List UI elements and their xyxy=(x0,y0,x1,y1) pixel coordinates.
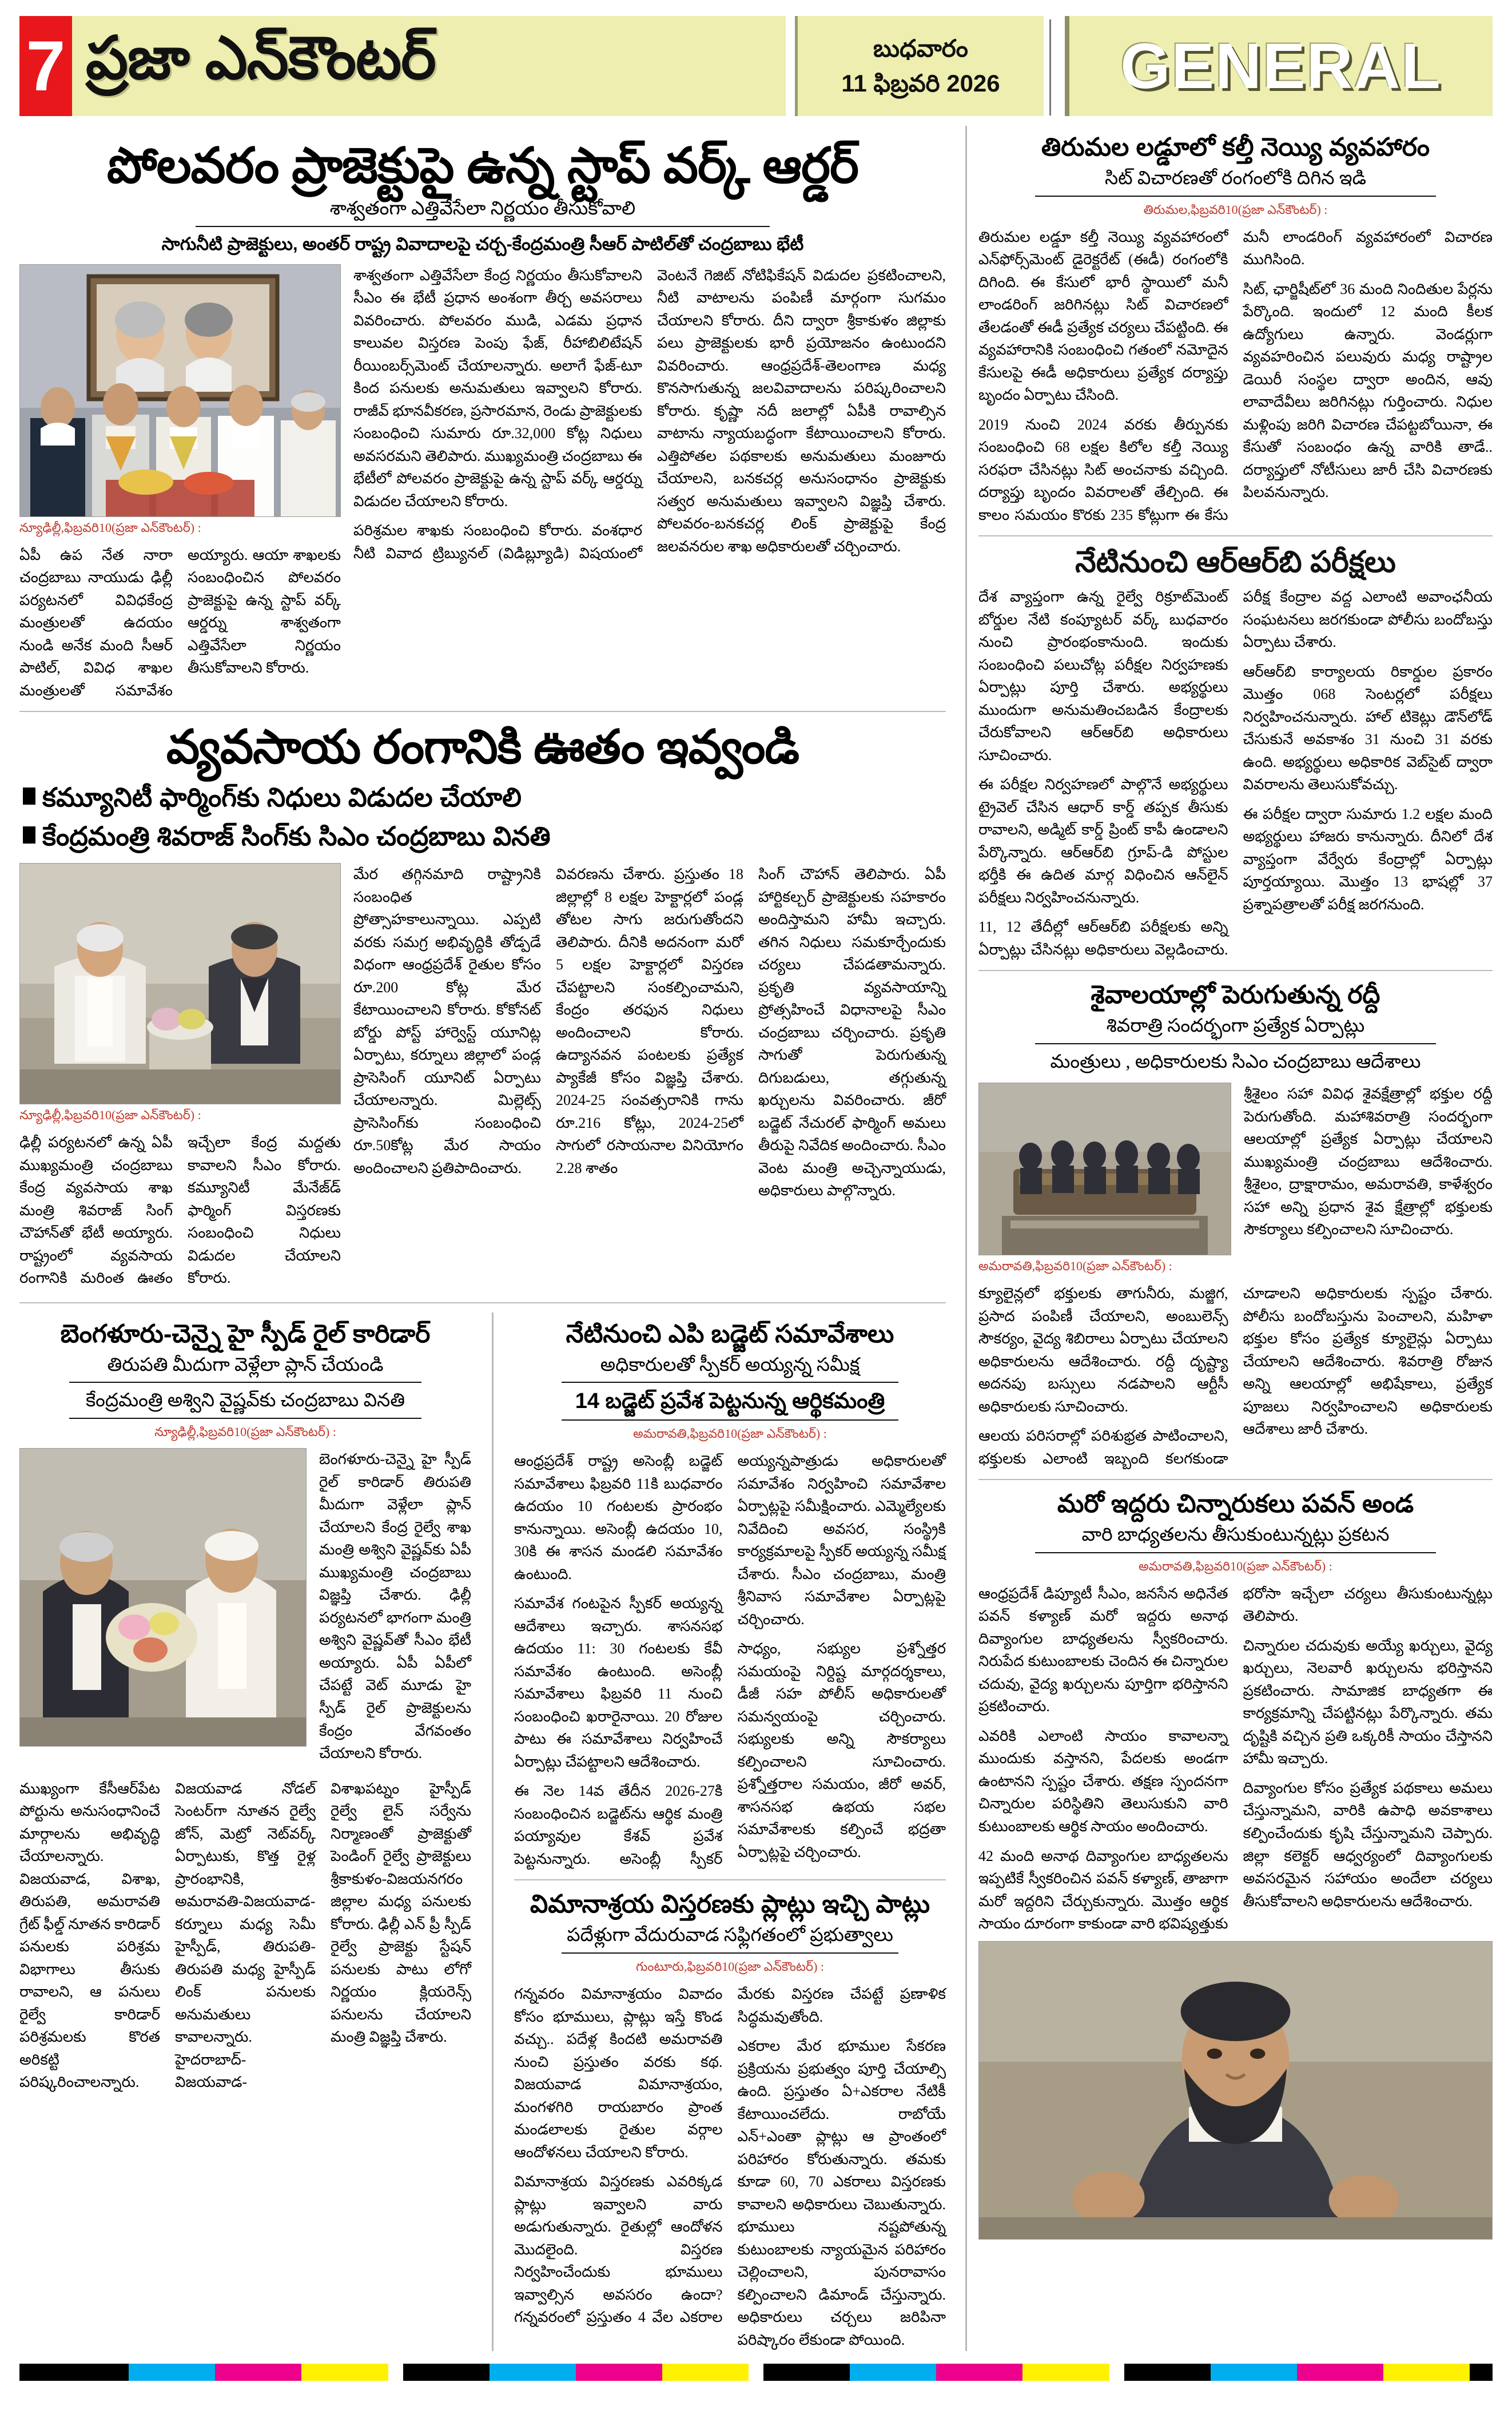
agriculture-body-under-photo xyxy=(19,1131,341,1293)
rrb-paragraph-3: 11, 12 తేదీల్లో ఆర్‌ఆర్‌బి పరీక్షలకు అన్ని ఏర్పాట్లు చేసినట్లు అధికారులు వెల్లడించారు. పరీక్ష కేంద్రాల వద్ద ఎలాంటి అవాంఛనీయ సంఘటనలు జరగకుండా పోలీసు బందోబస్తు ఏర్పాటు చేశారు. xyxy=(978,588,1493,958)
rail-deck-2: కేంద్రమంత్రి అశ్విని వైష్ణవ్‌కు చంద్రబాబు వినతి xyxy=(85,1390,405,1411)
rail-body-block xyxy=(319,1448,471,1771)
registration-color-bar xyxy=(19,2364,1493,2381)
bottom-left-divider xyxy=(492,1313,494,2352)
rail-photo-illustration xyxy=(20,1449,306,1746)
temple-body-block xyxy=(1244,1083,1493,1282)
budget-credit: అమరావతి,ఫిబ్రవరి10(ప్రజా ఎన్‌కౌంటర్) : xyxy=(633,1426,827,1441)
masthead-divider xyxy=(1049,19,1059,116)
color-swatch-cyan xyxy=(850,2364,936,2381)
rrb-paragraph-4: ఆర్‌ఆర్‌బి కార్యాలయ రికార్డుల ప్రకారం మొత్తం 068 సెంటర్లలో పరీక్షలు నిర్వహించనున్నారు. హాల్ టికెట్లు డౌన్‌లోడ్ చేసుకునే అవకాశం 31 నుంచి 31 వరకు ఉంది. అభ్యర్థులు అధికారిక వెబ్‌సైట్ ద్వారా వివరాలను తెలుసుకోవచ్చు. xyxy=(1243,663,1493,793)
temple-credit: అమరావతి,ఫిబ్రవరి10(ప్రజా ఎన్‌కౌంటర్) : xyxy=(978,1259,1172,1274)
main-vertical-divider xyxy=(965,126,967,2351)
lead-photo-block xyxy=(19,264,341,702)
color-swatch-black xyxy=(1124,2364,1211,2381)
agriculture-story xyxy=(19,721,946,1293)
color-bar-register-left xyxy=(19,2364,42,2381)
temple-deck-2: మంత్రులు , అధికారులకు సిఎం చంద్రబాబు ఆదేశాలు xyxy=(1050,1052,1421,1073)
rail-story xyxy=(19,1313,471,2352)
divider-after-agriculture xyxy=(19,1302,946,1303)
color-bar-segment-1 xyxy=(42,2364,388,2381)
color-swatch-magenta xyxy=(1297,2364,1383,2381)
divider-after-lead xyxy=(19,711,946,712)
pawan-photo xyxy=(978,1941,1493,2240)
color-swatch-yellow xyxy=(1022,2364,1109,2381)
rail-deck-rule-2 xyxy=(69,1418,421,1419)
lead-body-columns xyxy=(353,264,946,565)
lead-deck: శాశ్వతంగా ఎత్తివేసేలా నిర్ణయం తీసుకోవాలి xyxy=(329,198,636,220)
airport-deck: పదేళ్లుగా వేదురువాడ సఫ్లిగతంలో ప్రభుత్వాలు xyxy=(567,1925,893,1946)
color-swatch-black xyxy=(42,2364,129,2381)
left-region xyxy=(19,126,957,2351)
pawan-paragraph-5: దివ్యాంగుల కోసం ప్రత్యేక పథకాలు అమలు చేస్తున్నామని, వారికి ఉపాధి అవకాశాలు కల్పించేందుకు కృషి చేస్తున్నామని చెప్పారు. జిల్లా కలెక్టర్ ఆధ్వర్యంలో దివ్యాంగులకు అవసరమైన సహాయం అందేలా చర్యలు తీసుకోవాలని అధికారులను ఆదేశించారు. xyxy=(1243,1779,1493,1910)
airport-body-columns xyxy=(514,1983,946,2351)
pawan-headline: మరో ఇద్దరు చిన్నారుకలు పవన్ అండ xyxy=(1057,1490,1414,1518)
pawan-photo-illustration xyxy=(979,1942,1492,2239)
ghee-paragraph-1: తిరుమల లడ్డూ కల్తీ నెయ్యి వ్యవహారంలో ఎన్‌ఫోర్స్‌మెంట్ డైరెక్టరేట్ (ఈడీ) రంగంలోకి దిగింది. ఈ కేసులో భారీ స్థాయిలో మనీ లాండరింగ్ జరిగినట్లు సిట్ విచారణలో తేలడంతో ఈడీ ప్రత్యేక చర్యలు చేపట్టింది. ఈ వ్యవహారానికి సంబంధించి గతంలో నమోదైన కేసులపై ఈడీ అధికారులు ప్రత్యేక దర్యాప్తు బృందం ఏర్పాటు చేసింది. xyxy=(978,228,1228,404)
agriculture-photo-block xyxy=(19,863,341,1293)
bullet-square-icon xyxy=(23,826,35,844)
color-swatch-magenta xyxy=(576,2364,662,2381)
agriculture-body-columns xyxy=(353,863,946,1202)
masthead-gap-1 xyxy=(786,16,795,119)
rrb-paragraph-1: దేశ వ్యాప్తంగా ఉన్న రైల్వే రిక్రూట్‌మెంట్ బోర్డుల నేటి కంప్యూటర్ వర్క్ బుధవారం నుంచి ప్రారంభంకానుంది. ఇందుకు సంబంధించి పలుచోట్ల పరీక్షల నిర్వహణకు ఏర్పాట్లు పూర్తి చేశారు. అభ్యర్థులు ముందుగా అనుమతించబడిన కేంద్రాలకు చేరుకోవాలని ఆర్‌ఆర్‌బి అధికారులు సూచించారు. xyxy=(978,588,1228,763)
ghee-credit: తిరుమల,ఫిబ్రవరి10(ప్రజా ఎన్‌కౌంటర్) : xyxy=(1143,202,1328,217)
agriculture-bullet-1 xyxy=(23,780,946,815)
page-number: 7 xyxy=(19,16,72,116)
color-bar-gap-2 xyxy=(749,2364,763,2381)
temple-paragraph-2: క్యూలైన్లలో భక్తులకు తాగునీరు, మజ్జిగ, ప్రసాద పంపిణీ చేయాలని, అంబులెన్స్ సౌకర్యం, వైద్య శిబిరాలు ఏర్పాటు చేయాలని అధికారులను ఆదేశించారు. రద్దీ దృష్ట్యా అదనపు బస్సులు నడపాలని ఆర్టీసీ అధికారులకు సూచించారు. xyxy=(978,1285,1228,1415)
rail-credit: న్యూఢిల్లీ,ఫిబ్రవరి10(ప్రజా ఎన్‌కౌంటర్) : xyxy=(154,1425,336,1439)
rrb-paragraph-2: ఈ పరీక్షల నిర్వహణలో పాల్గొనే అభ్యర్థులు ట్రైవెల్ చేసిన ఆధార్ కార్డ్ తప్పక తీసుకు రావాలని, అడ్మిట్ కార్డ్ ప్రింట్ కాపీ ఉండాలని పేర్కొన్నారు. ఆర్‌ఆర్‌బి గ్రూప్-డి పోస్టుల భర్తీకి ఈ ఉదిత మార్గ విధించిన ఆన్‌లైన్ పరీక్షలు నిర్వహించనున్నారు. xyxy=(978,776,1228,906)
agriculture-bullet-1-text: కమ్యూనిటీ ఫార్మింగ్‌కు నిధులు విడుదల చేయాలి xyxy=(42,782,522,812)
temple-deck-1: శివరాత్రి సందర్భంగా ప్రత్యేక ఏర్పాట్లు xyxy=(1106,1016,1365,1037)
budget-paragraph-2: సమావేశ గంటపైన స్పీకర్ అయ్యన్న ఆదేశాలు ఇచ్చారు. శాసనసభ ఉదయం 11: 30 గంటలకు కేవీ సమావేశం ఉంటుంది. అసెంబ్లీ సమావేశాలు ఫిబ్రవరి 11 నుంచి సంబంధించి ఖరారైనాయి. 20 రోజుల పాటు ఈ సమావేశాలు నిర్వహించే ఏర్పాట్లు చేపట్టాలని ఆదేశించారు. xyxy=(514,1595,723,1770)
color-swatch-magenta xyxy=(215,2364,301,2381)
rail-photo xyxy=(19,1448,307,1747)
color-swatch-yellow xyxy=(301,2364,388,2381)
color-swatch-magenta xyxy=(936,2364,1022,2381)
airport-story xyxy=(514,1890,946,2351)
divider-after-budget xyxy=(514,1879,946,1880)
agriculture-photo-illustration xyxy=(20,864,340,1104)
lead-paragraph-3: పరిశ్రమల శాఖకు సంబంధించి కోరారు. వంశధార నీటి వివాద ట్రిబ్యునల్ (విడిబ్ల్యూడి) విషయంలో వెంటనే గెజిట్ నోటిఫికేషన్ విడుదల ప్రకటించాలని, నీటి వాటాలను పంపిణీ మార్గంగా సుగమం చేయాలని కోరారు. దీని ద్వారా శ్రీకాకుళం జిల్లాకు పలు ప్రాజెక్టులకు భారీ ప్రయోజనం ఉంటుందని వివరించారు. ఆంధ్రప్రదేశ్-తెలంగాణ మధ్య కొనసాగుతున్న జలవివాదాలను పరిష్కరించాలని కోరారు. కృష్ణా నదీ జలాల్లో ఏపీకి రావాల్సిన వాటాను న్యాయబద్ధంగా కేటాయించాలని కోరారు. ఎత్తిపోతల పథకాలకు అనుమతులు మంజూరు చేయాలని, బనకచర్ల అనుసంధానం ప్రాజెక్టుకు సత్వర అనుమతులు ఇవ్వాలని విజ్ఞప్తి చేశారు. పోలవరం-బనకచర్ల లింక్ ప్రాజెక్టుపై కేంద్ర జలవనరుల శాఖ అధికారులతో చర్చించారు. xyxy=(353,267,946,562)
ghee-paragraph-3: సిట్, ఛార్జిషీట్‌లో 36 మంది నిందితుల పేర్లను పేర్కొంది. ఇందులో 12 మంది కీలక ఉద్యోగులు ఉన్నారు. వెండర్లుగా వ్యవహరించిన పలువురు మధ్య రాష్ట్రాల డెయిరీ సంస్థల ద్వారా అందిన, ఆవు లావాదేవీలు జరిగినట్లు గుర్తించారు. నిధుల మళ్లింపు జరిగి విచారణ చేపట్టబోయినా, ఈ కేసుతో సంబంధం ఉన్న వారికి తాడే.. దర్యాప్తులో నోటీసులు జారీ చేసి విచారణకు పిలవనున్నారు. xyxy=(1243,280,1493,501)
rail-paragraph-2: ముఖ్యంగా కేసీఆర్‌పేట పోర్టును అనుసంధానించే మార్గాలను అభివృద్ధి చేయాలన్నారు. విజయవాడ, విశాఖ, తిరుపతి, అమరావతి గ్రేట్ ఫీల్డ్ నూతన కారిడార్ పనులకు పరిశ్రమ విభాగాలు తీసుకు రావాలని, ఆ పనులు రైల్వే కారిడార్ పరిశ్రమలకు కొరత అరికట్టి పరిష్కరించాలన్నారు. విజయవాడ నోడల్ సెంటర్‌గా నూతన రైల్వే జోన్, మెట్రో నెట్‌వర్క్ ఏర్పాటుకు, కొత్త రైళ్ల ప్రారంభానికి, అమరావతి-విజయవాడ-కర్నూలు మధ్య సెమీ హైస్పీడ్, తిరుపతి-తిరుపతి మధ్య హైస్పీడ్ లింక్ పనులకు అనుమతులు కావాలన్నారు. హైదరాబాద్-విజయవాడ-విశాఖపట్నం హైస్పీడ్ రైల్వే లైన్ సర్వేను నిర్మాణంతో ప్రాజెక్టుతో పెండింగ్ రైల్వే ప్రాజెక్టులు శ్రీకాకుళం-విజయనగరం జిల్లాల మధ్య పనులకు కోరారు. ఢిల్లీ ఎన్ ప్రీ స్పీడ్ రైల్వే ప్రాజెక్టు స్టేషన్ పనులకు పాటు లోగో నిర్ణయం క్లియరెన్స్ పనులను చేయాలని మంత్రి విజ్ఞప్తి చేశారు. xyxy=(19,1780,471,2091)
ghee-deck: సిట్ విచారణతో రంగంలోకి దిగిన ఇడి xyxy=(1104,168,1367,189)
right-region xyxy=(975,126,1493,2351)
pawan-story xyxy=(978,1489,1493,2239)
agriculture-paragraph-2: మేర తగ్గినమాది రాష్ట్రానికి సంబంధిత ప్రోత్సాహకాలున్నాయి. ఎప్పటి వరకు సమగ్ర అభివృద్ధికి తోడ్పడే విధంగా ఆంధ్రప్రదేశ్ రైతుల కోసం రూ.200 కోట్ల మేర కేటాయించాలని కోరారు. కోకోనట్ బోర్డు పోస్ట్ హార్వెస్ట్ యూనిట్ల ఏర్పాటు, కర్నూలు జిల్లాలో పండ్ల ప్రాసెసింగ్ యూనిట్ ఏర్పాటు చేయాలన్నారు. మిల్లెట్స్ ప్రాసెసింగ్‌కు సంబంధించి రూ.50కోట్ల మేర సాయం అందించాలని ప్రతిపాదించారు. xyxy=(353,866,541,1176)
rail-body-columns xyxy=(19,1777,471,2094)
budget-deck-rule-1 xyxy=(562,1382,898,1383)
rrb-paragraph-5: ఈ పరీక్షల ద్వారా సుమారు 1.2 లక్షల మంది అభ్యర్థులు హాజరు కానున్నారు. దీనిలో దేశ వ్యాప్తంగా వేర్వేరు కేంద్రాల్లో ఏర్పాట్లు పూర్తయ్యాయి. మొత్తం 13 భాషల్లో 37 ప్రశ్నాపత్రాలతో పరీక్ష జరగనుంది. xyxy=(1243,805,1493,913)
temple-photo-illustration xyxy=(979,1083,1231,1255)
rrb-headline: నేటినుంచి ఆర్‌ఆర్‌బి పరీక్షలు xyxy=(1075,546,1396,579)
temple-story xyxy=(978,980,1493,1470)
agriculture-body-block xyxy=(353,863,946,1293)
airport-deck-rule xyxy=(562,1952,898,1954)
airport-paragraph-1: గన్నవరం విమానాశ్రయం వివాదం కోసం భూములు, ప్లాట్లు ఇస్తే కొండ వచ్చు.. పదేళ్ల కిందటి అమరావతి నుంచి ప్రస్తుతం వరకు కథ. విజయవాడ విమానాశ్రయం, మంగళగిరి రాయబారం ప్రాంత మండలాలకు రైతుల వర్గాల ఆందోళనలు చేయాలని కోరారు. xyxy=(514,1985,723,2161)
color-swatch-yellow xyxy=(662,2364,749,2381)
masthead xyxy=(19,16,1493,119)
pawan-deck-rule xyxy=(1035,1552,1436,1553)
lead-photo xyxy=(19,264,341,517)
budget-deck-rule-2 xyxy=(562,1419,898,1421)
temple-deck-rule xyxy=(1035,1043,1436,1044)
lead-body-under-photo xyxy=(19,544,341,702)
airport-credit: గుంటూరు,ఫిబ్రవరి10(ప్రజా ఎన్‌కౌంటర్) : xyxy=(635,1959,825,1974)
rail-paragraph-1: బెంగళూరు-చెన్నై హై స్పీడ్ రైల్ కారిడార్ తిరుపతి మీదుగా వెళ్లేలా ప్లాన్ చేయాలని కేంద్ర రైల్వే శాఖ మంత్రి అశ్విని వైష్ణవ్‌కు ఏపీ ముఖ్యమంత్రి చంద్రబాబు విజ్ఞప్తి చేశారు. ఢిల్లీ పర్యటనలో భాగంగా మంత్రి అశ్విని వైష్ణవ్‌తో సీఎం భేటీ అయ్యారు. ఏపీ ఏపీలో చేపట్టే వెట్ మూడు హై స్పీడ్ రైల్ ప్రాజెక్టులను కేంద్రం వేగవంతం చేయాలని కోరారు. xyxy=(319,1451,471,1762)
agriculture-credit: న్యూఢిల్లీ,ఫిబ్రవరి10(ప్రజా ఎన్‌కౌంటర్) : xyxy=(19,1108,201,1123)
divider-after-rrb xyxy=(978,970,1493,971)
color-swatch-cyan xyxy=(490,2364,576,2381)
budget-body-columns xyxy=(514,1450,946,1870)
agriculture-bullet-2 xyxy=(23,818,946,854)
color-swatch-black xyxy=(763,2364,850,2381)
color-swatch-cyan xyxy=(129,2364,215,2381)
color-bar-gap-1 xyxy=(388,2364,403,2381)
lead-photo-illustration xyxy=(20,265,340,516)
rrb-body-columns xyxy=(978,586,1493,961)
temple-photo xyxy=(978,1083,1231,1255)
lead-subdeck: సాగునీటి ప్రాజెక్టులు, అంతర్ రాష్ట్ర వివాదాలపై చర్చ-కేంద్రమంత్రి సీఆర్ పాటిల్‌తో చంద్రబాబు భేటీ xyxy=(161,234,804,254)
temple-body-column xyxy=(1244,1083,1493,1248)
color-swatch-black xyxy=(403,2364,490,2381)
lead-paragraph-2: శాశ్వతంగా ఎత్తివేసేలా కేంద్ర నిర్ణయం తీసుకోవాలని సీఎం ఈ భేటీ ప్రధాన అంశంగా తీర్చ అవసరాలు వివరించారు. పోలవరం ముడి, ఎడమ ప్రధాన కాలువల విస్తరణ పెంపు ఫేజ్, రీహాబిలిటేషన్ రీయింబర్స్‌మెంట్ చేయాలన్నారు. అలాగే ఫేజ్-టూ కింద పనులకు అనుమతులు ఇవ్వాలని కోరారు. రాజీవ్ భూనవీకరణ, ప్రసారమాన, రెండు ప్రాజెక్టులకు సంబంధించి సుమారు రూ.32,000 కోట్ల నిధులు అవసరమని తెలిపారు. ముఖ్యమంత్రి చంద్రబాబు ఈ భేటీలో పోలవరం ప్రాజెక్టుపై ఉన్న స్టాప్ వర్క్ ఆర్డర్ను విడుదల చేయాలని కోరారు. xyxy=(353,267,642,510)
lead-story xyxy=(19,138,946,702)
budget-airport-region xyxy=(514,1313,946,2352)
color-swatch-cyan xyxy=(1211,2364,1297,2381)
lead-credit: న్యూఢిల్లీ,ఫిబ్రవరి10(ప్రజా ఎన్‌కౌంటర్) : xyxy=(19,520,201,535)
color-bar-segment-3 xyxy=(763,2364,1109,2381)
masthead-date-block xyxy=(795,16,1044,116)
rail-photo-block xyxy=(19,1448,307,1771)
temple-photo-block xyxy=(978,1083,1231,1282)
agriculture-paragraph-3: వివరణను చేశారు. ప్రస్తుతం 18 జిల్లాల్లో 8 లక్షల హెక్టార్లలో పండ్ల తోటల సాగు జరుగుతోందని తెలిపారు. దీనికి అదనంగా మరో 5 లక్షల హెక్టార్లలో విస్తరణ చేపట్టాలని సంకల్పించామని, కేంద్రం తరఫున నిధులు అందించాలని కోరారు. ఉద్యానవన పంటలకు ప్రత్యేక ప్యాకేజీ కోసం విజ్ఞప్తి చేశారు. 2024-25 సంవత్సరానికి గాను రూ.216 కోట్లు, 2024-25లో సాగులో రసాయనాల వినియోగం 2.28 శాతం xyxy=(556,866,743,1176)
color-swatch-yellow xyxy=(1383,2364,1470,2381)
pawan-body-columns xyxy=(978,1582,1493,1935)
airport-paragraph-3: ఎకరాల మేర భూముల సేకరణ ప్రక్రియను ప్రభుత్వం పూర్తి చేయాల్సి ఉంది. ప్రస్తుతం ఏ+ఎకరాల నేటికీ కేటాయించలేదు. రాబోయే ఎన్+ఎంతా ప్లాట్లు ఆ ప్రాంతంలో పరిహారం కోరుతున్నారు. తమకు కూడా 60, 70 ఎకరాలు విస్తరణకు కావాలని అధికారులు చెబుతున్నారు. భూములు నష్టపోతున్న కుటుంబాలకు న్యాయమైన పరిహారం చెల్లించాలని, పునరావాసం కల్పించాలని డిమాండ్ చేస్తున్నారు. అధికారులు చర్చలు జరిపినా పరిష్కారం లేకుండా పోయింది. xyxy=(737,2038,946,2348)
temple-headline: శైవాలయాల్లో పెరుగుతున్న రద్దీ xyxy=(1091,981,1380,1009)
budget-paragraph-4: సాధ్యం, సభ్యుల ప్రశ్నోత్తర సమయంపై నిర్దిష్ట మార్గదర్శకాలు, డీజీ సహ పోలీస్ అధికారులతో సమన్వయంపై చర్చించారు. సభ్యులకు అన్ని సౌకర్యాలు కల్పించాలని సూచించారు. ప్రశ్నోత్తరాల సమయం, జీరో అవర్, శాసనసభ ఉభయ సభల సమావేశాలకు కల్పించే భద్రతా ఏర్పాట్లపై చర్చించారు. xyxy=(737,1640,946,1860)
budget-deck-1: అధికారులతో స్పీకర్ అయ్యన్న సమీక్ష xyxy=(600,1354,860,1375)
agriculture-bullets xyxy=(23,780,946,854)
pawan-paragraph-4: చిన్నారుల చదువుకు అయ్యే ఖర్చులు, వైద్య ఖర్చులు, నెలవారీ ఖర్చులను భరిస్తానని ప్రకటించారు. సామాజిక బాధ్యతగా ఈ కార్యక్రమాన్ని చేపట్టినట్లు పేర్కొన్నారు. తమ దృష్టికి వచ్చిన ప్రతి ఒక్కరికీ సాయం చేస్తానని హామీ ఇచ్చారు. xyxy=(1243,1637,1493,1767)
rrb-story xyxy=(978,546,1493,961)
airport-paragraph-2: విమానాశ్రయ విస్తరణకు ఎవరిక్కడ ప్లాట్లు ఇవ్వాలని వారు అడుగుతున్నారు. రైతుల్లో ఆందోళన మొదలైంది. విస్తరణ నిర్వహించేందుకు భూములు ఇవ్వాల్సిన అవసరం ఉందా? గన్నవరంలో ప్రస్తుతం 4 వేల ఎకరాల మేరకు విస్తరణ చేపట్టే ప్రణాళిక సిద్ధమవుతోంది. xyxy=(514,1985,946,2326)
agriculture-paragraph-4: సింగ్ చౌహాన్ తెలిపారు. ఏపీ హార్టికల్చర్ ప్రాజెక్టులకు సహకారం అందిస్తామని హామీ ఇచ్చారు. తగిన నిధులు సమకూర్చేందుకు చర్యలు చేపడతామన్నారు. ప్రకృతి వ్యవసాయాన్ని ప్రోత్సహించే విధానాలపై సీఎం చంద్రబాబు చర్చించారు. ప్రకృతి సాగుతో పెరుగుతున్న దిగుబడులు, తగ్గుతున్న ఖర్చులను వివరించారు. జీరో బడ్జెట్ నేచురల్ ఫార్మింగ్ అమలు తీరుపై నివేదిక అందించారు. సీఎం వెంట మంత్రి అచ్చెన్నాయుడు, అధికారులు పాల్గొన్నారు. xyxy=(758,866,946,1199)
rail-content-row xyxy=(19,1448,471,1771)
color-bar-register-right xyxy=(1470,2364,1493,2381)
divider-after-temple xyxy=(978,1479,1493,1480)
rail-headline: బెంగళూరు-చెన్నై హై స్పీడ్ రైల్ కారిడార్ xyxy=(60,1319,431,1348)
budget-paragraph-1: ఆంధ్రప్రదేశ్ రాష్ట్ర అసెంబ్లీ బడ్జెట్ సమావేశాలు ఫిబ్రవరి 11కి బుధవారం ఉదయం 10 గంటలకు ప్రారంభం కానున్నాయి. అసెంబ్లీ ఉదయం 10, 30కి ఈ శాసన మండలి సమావేశం ఉంటుంది. xyxy=(514,1453,723,1582)
budget-headline: నేటినుంచి ఎపి బడ్జెట్ సమావేశాలు xyxy=(566,1319,894,1348)
agriculture-headline: వ్యవసాయ రంగానికి ఊతం ఇవ్వండి xyxy=(166,721,799,774)
agriculture-paragraph-1: ఢిల్లీ పర్యటనలో ఉన్న ఏపీ ముఖ్యమంత్రి చంద్రబాబు కేంద్ర వ్యవసాయ శాఖ మంత్రి శివరాజ్ సింగ్ చౌహాన్‌తో భేటీ అయ్యారు. రాష్ట్రంలో వ్యవసాయ రంగానికి మరింత ఊతం ఇచ్చేలా కేంద్ర మద్దతు కావాలని సీఎం కోరారు. కమ్యూనిటీ మేనేజ్‌డ్ ఫార్మింగ్ విస్తరణకు సంబంధించి నిధులు విడుదల చేయాలని కోరారు. xyxy=(19,1134,341,1287)
pawan-paragraph-1: ఆంధ్రప్రదేశ్ డిప్యూటీ సీఎం, జనసేన అధినేత పవన్ కళ్యాణ్ మరో ఇద్దరు అనాథ దివ్యాంగుల బాధ్యతలను స్వీకరించారు. నిరుపేద కుటుంబాలకు చెందిన ఈ చిన్నారుల చదువు, వైద్య ఖర్చులను పూర్తిగా భరిస్తానని ప్రకటించారు. xyxy=(978,1585,1228,1715)
lead-content-row xyxy=(19,264,946,702)
bullet-square-icon xyxy=(23,788,35,805)
publication-name: ప్రజా ఎన్‌కౌంటర్ xyxy=(86,25,436,92)
page-body xyxy=(19,126,1493,2351)
ghee-story xyxy=(978,133,1493,526)
ghee-headline: తిరుమల లడ్డూలో కల్తీ నెయ్యి వ్యవహారం xyxy=(1041,133,1430,161)
pawan-paragraph-2: ఎవరికి ఎలాంటి సాయం కావాలన్నా ముందుకు వస్తానని, పేదలకు అండగా ఉంటానని స్పష్టం చేశారు. తక్షణ స్పందనగా చిన్నారుల పరిస్థితిని తెలుసుకుని వారి కుటుంబాలకు ఆర్థిక సాయం అందించారు. xyxy=(978,1727,1228,1835)
budget-deck-2: 14 బడ్జెట్ ప్రవేశ పెట్టనున్న ఆర్థికమంత్రి xyxy=(575,1389,885,1414)
temple-paragraph-3: ఆలయ పరిసరాల్లో పరిశుభ్రత పాటించాలని, భక్తులకు ఎలాంటి ఇబ్బంది కలగకుండా చూడాలని అధికారులకు స్పష్టం చేశారు. పోలీసు బందోబస్తును పెంచాలని, మహిళా భక్తుల కోసం ప్రత్యేక క్యూలైన్లు ఏర్పాటు చేయాలని ఆదేశించారు. శివరాత్రి రోజున అన్ని ఆలయాల్లో అభిషేకాలు, ప్రత్యేక పూజలు నిర్వహించాలని అధికారులకు ఆదేశాలు జారీ చేశారు. xyxy=(978,1285,1493,1467)
lead-paragraph-1: ఏపీ ఉప నేత నారా చంద్రబాబు నాయుడు ఢిల్లీ పర్యటనలో వివిధకేంద్ర మంత్రులతో ఉదయం నుండి అనేక మంది సీఆర్ పాటిల్, వివిధ శాఖల మంత్రులతో సమావేశం అయ్యారు. ఆయా శాఖలకు సంబంధించిన పోలవరం ప్రాజెక్టుపై ఉన్న స్టాప్ వర్క్ ఆర్డర్ను శాశ్వతంగా ఎత్తివేసేలా నిర్ణయం తీసుకోవాలని కోరారు. xyxy=(19,546,341,699)
newspaper-page xyxy=(0,16,1512,2418)
agriculture-photo xyxy=(19,863,341,1104)
masthead-day: బుధవారం xyxy=(873,34,968,62)
airport-headline: విమానాశ్రయ విస్తరణకు ప్లాట్లు ఇచ్చి పాట్లు xyxy=(530,1890,930,1919)
color-bar-gap-3 xyxy=(1109,2364,1124,2381)
temple-content-row xyxy=(978,1083,1493,1282)
agriculture-content-row xyxy=(19,863,946,1293)
pawan-credit: అమరావతి,ఫిబ్రవరి10(ప్రజా ఎన్‌కౌంటర్) : xyxy=(1139,1558,1332,1573)
rail-deck-1: తిరుపతి మీదుగా వెళ్లేలా ప్లాన్ చేయండి xyxy=(107,1354,384,1375)
lead-headline: పోలవరం ప్రాజెక్టుపై ఉన్న స్టాప్ వర్క్ ఆర్డర్ xyxy=(107,138,858,193)
masthead-date: 11 ఫిబ్రవరి 2026 xyxy=(841,69,1000,97)
ghee-body-columns xyxy=(978,226,1493,527)
pawan-paragraph-3: 42 మంది అనాథ దివ్యాంగుల బాధ్యతలను ఇప్పటికే స్వీకరించిన పవన్ కళ్యాణ్, తాజాగా మరో ఇద్దరిని చేర్చుకున్నారు. మొత్తం ఆర్థిక సాయం దూరంగా కాకుండా వారి భవిష్యత్తుకు భరోసా ఇచ్చేలా చర్యలు తీసుకుంటున్నట్లు తెలిపారు. xyxy=(978,1585,1493,1932)
pawan-deck: వారి బాధ్యతలను తీసుకుంటున్నట్లు ప్రకటన xyxy=(1081,1524,1390,1545)
ghee-paragraph-2: 2019 నుంచి 2024 వరకు తీర్పునకు సంబంధించి 68 లక్షల కిలోల కల్తీ నెయ్యి సరఫరా చేసినట్లు సిట్ అంచనాకు వచ్చింది. దర్యాప్తు బృందం వివరాలతో తేల్చింది. ఈ కాలం సమయం కొరకు 235 కోట్లుగా ఈ కేసు మనీ లాండరింగ్ వ్యవహారంలో విచారణ ముగిసింది. xyxy=(978,228,1493,523)
budget-paragraph-3: ఈ నెల 14వ తేదీన 2026-27కి సంబంధించిన బడ్జెట్‌ను ఆర్థిక మంత్రి పయ్యావుల కేశవ్ ప్రవేశ పెట్టనున్నారు. అసెంబ్లీ స్పీకర్ అయ్యన్నపాత్రుడు అధికారులతో సమావేశం నిర్వహించి సమావేశాల ఏర్పాట్లపై సమీక్షించారు. ఎమ్మెల్యేలకు నివేదించి అవసర, సంస్థ్రికి కార్యక్రమాలపై స్పీకర్ అయ్యన్న సమీక్ష చేశారు. సీఎం చంద్రబాబు, మంత్రి శ్రీనివాస సమావేశాల ఏర్పాట్లపై చర్చించారు. xyxy=(514,1453,946,1867)
divider-after-ghee xyxy=(978,535,1493,536)
temple-paragraph-1: శ్రీశైలం సహా వివిధ శైవక్షేత్రాల్లో భక్తుల రద్దీ పెరుగుతోంది. మహాశివరాత్రి సందర్భంగా ఆలయాల్లో ప్రత్యేక ఏర్పాట్లు చేయాలని ముఖ్యమంత్రి చంద్రబాబు ఆదేశించారు. శ్రీశైలం, ద్రాక్షారామం, అమరావతి, కాళేశ్వరం సహా అన్ని ప్రధాన శైవ క్షేత్రాల్లో భక్తులకు సౌకర్యాలు కల్పించాలని సూచించారు. xyxy=(1244,1085,1493,1238)
masthead-section-block xyxy=(1065,16,1493,116)
rail-body-column-upper xyxy=(319,1448,471,1771)
color-bar-segment-2 xyxy=(403,2364,749,2381)
section-label: GENERAL xyxy=(1120,30,1442,102)
masthead-logo xyxy=(19,16,786,116)
agriculture-bullet-2-text: కేంద్రమంత్రి శివరాజ్ సింగ్‌కు సిఎం చంద్రబాబు వినతి xyxy=(42,821,551,852)
lead-deck-rule xyxy=(196,226,770,227)
lead-body-block xyxy=(353,264,946,702)
bottom-left-area xyxy=(19,1313,946,2352)
rail-deck-rule-1 xyxy=(69,1382,421,1383)
color-bar-segment-4 xyxy=(1124,2364,1470,2381)
ghee-deck-rule xyxy=(1035,196,1436,197)
temple-body-columns-lower xyxy=(978,1282,1493,1470)
budget-story xyxy=(514,1319,946,1871)
